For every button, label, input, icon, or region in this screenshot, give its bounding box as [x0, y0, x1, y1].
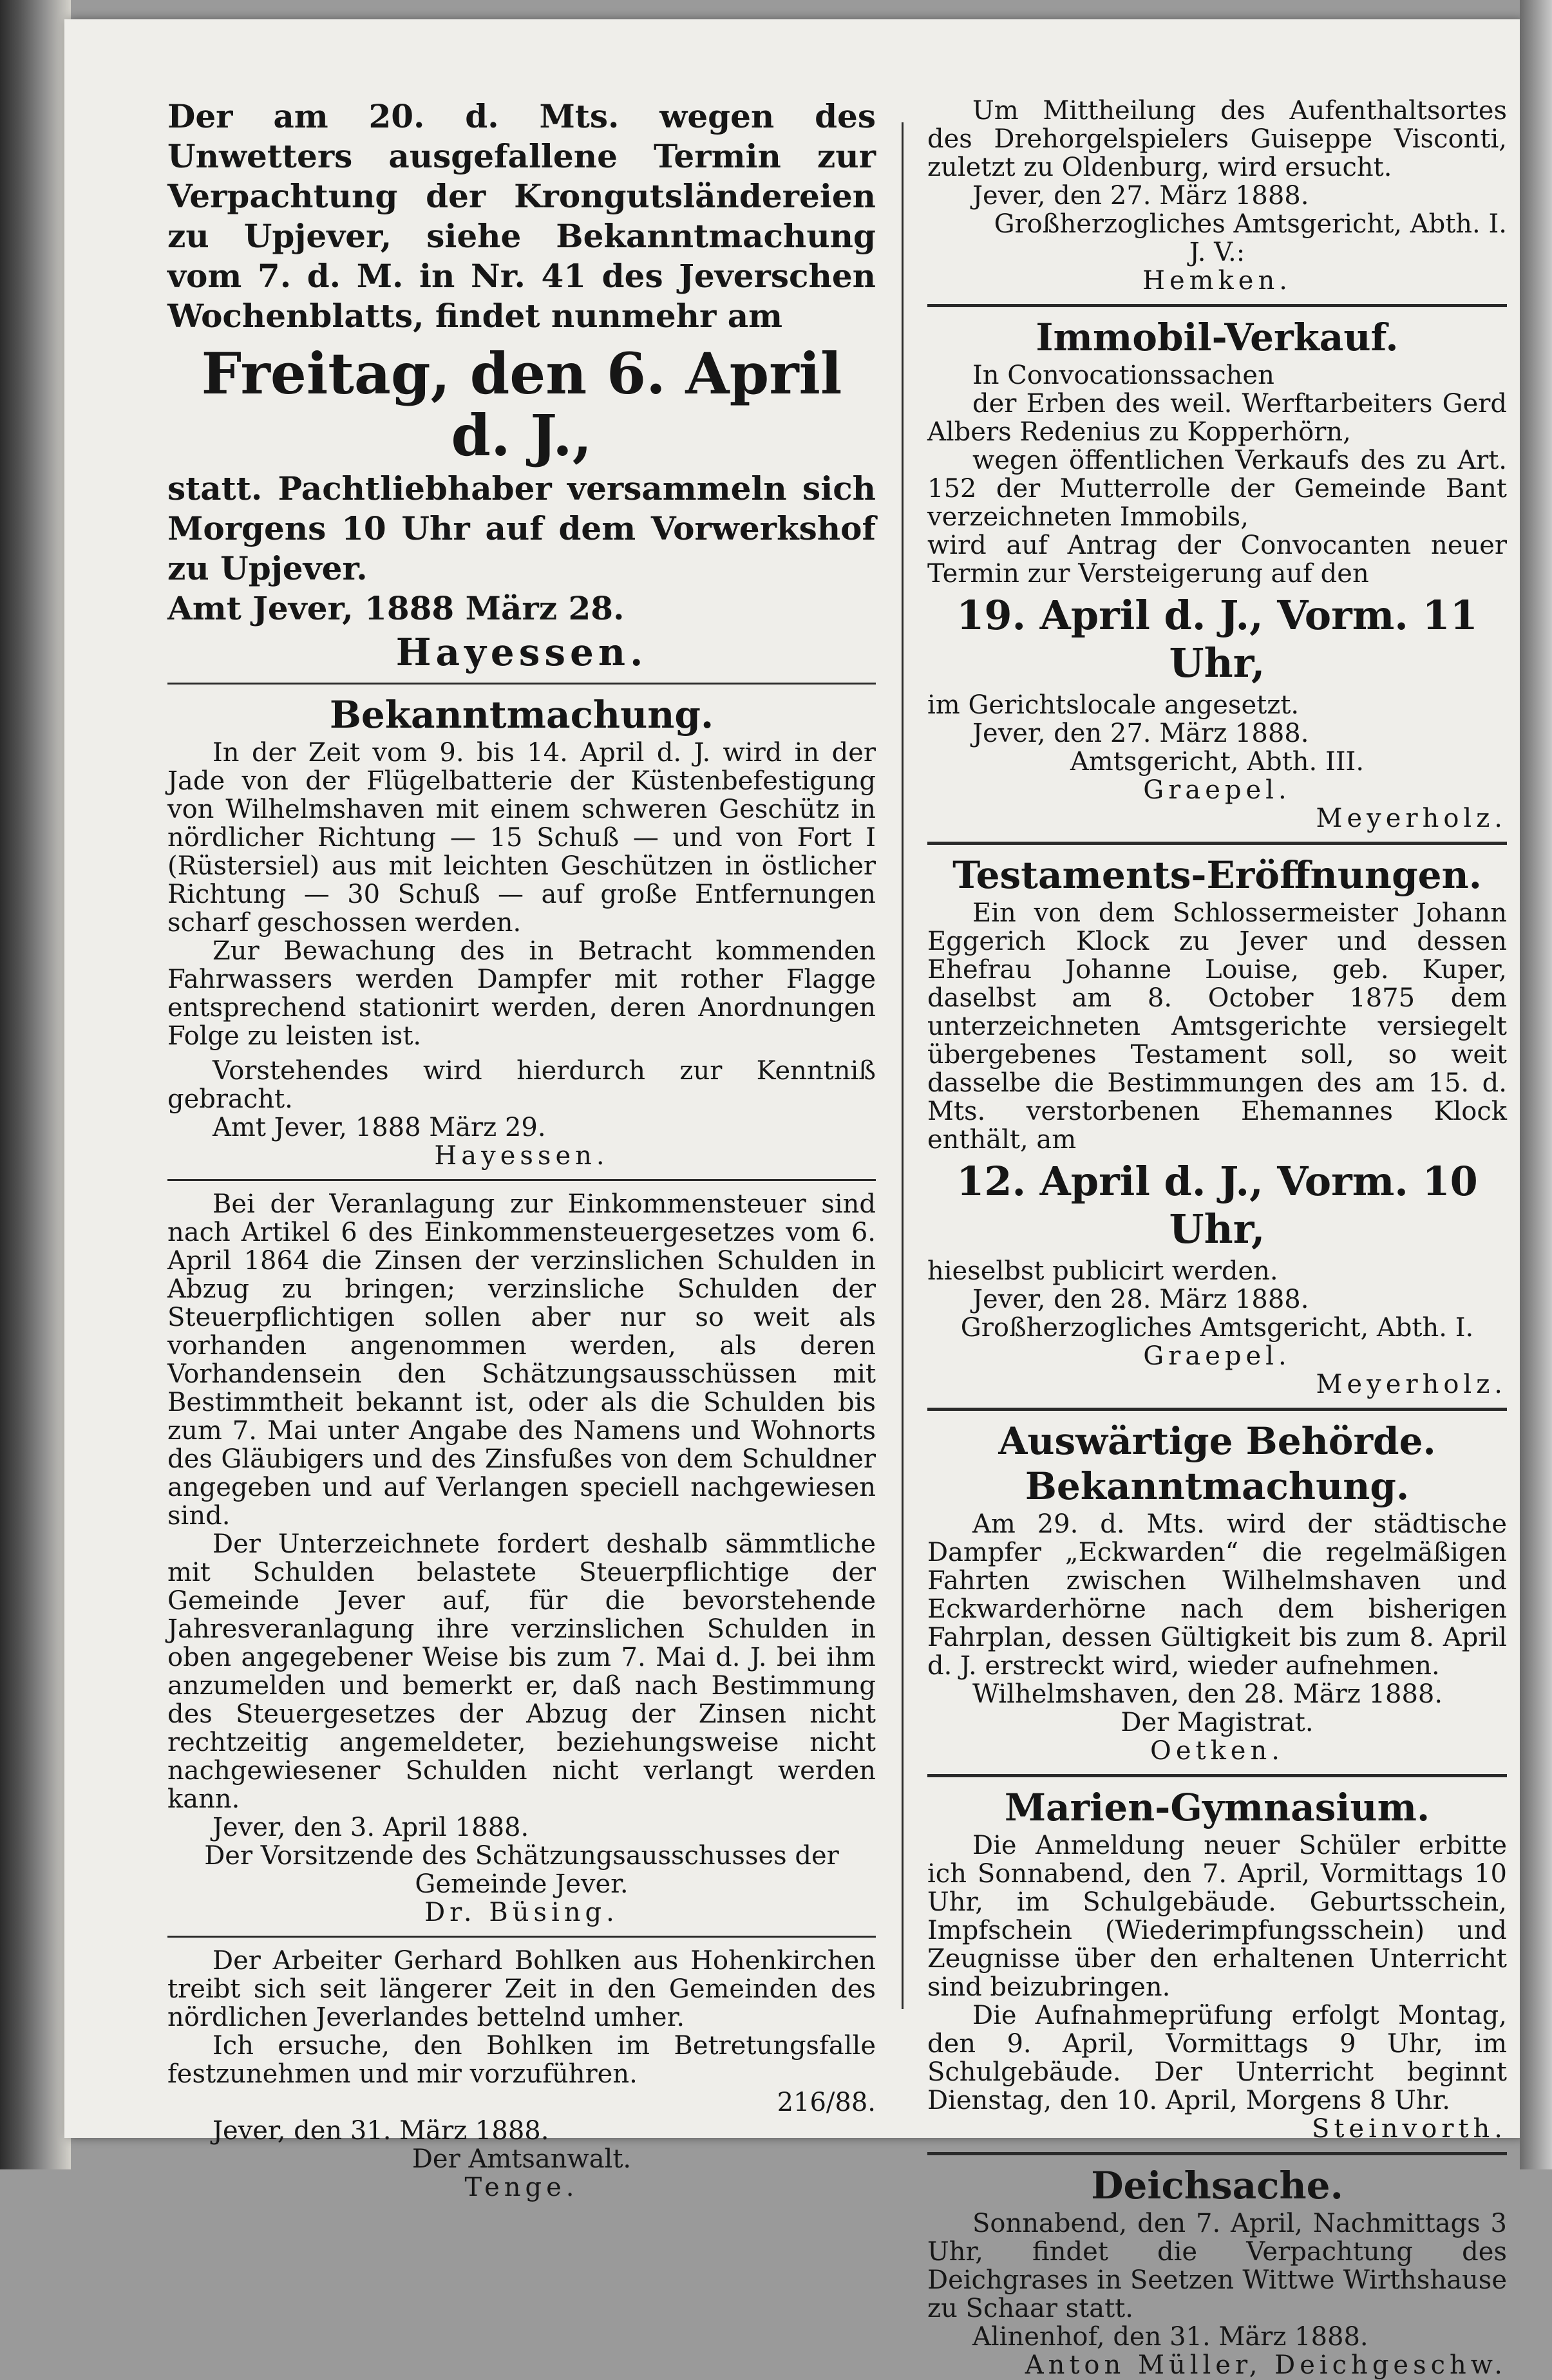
deichsache-signature: Anton Müller, Deichgeschw. [1025, 2350, 1507, 2380]
separator-rule [167, 1179, 876, 1181]
bohlken-office: Der Amtsanwalt. [412, 2144, 632, 2174]
immobil-line-5: im Gerichtslocale angesetzt. [927, 690, 1300, 720]
left-column [167, 97, 876, 2202]
bohlken-signature: Tenge. [464, 2173, 579, 2202]
separator-rule [927, 1774, 1507, 1777]
immobil-line-4: wird auf Antrag der Convocanten neuer Termin zur Versteigerung auf den [927, 531, 1507, 589]
deichsache-text: Sonnabend, den 7. April, Nachmittags 3 Uhr, findet die Verpachtung des Deichgrases in Seetzen Wittwe Wirthshause zu Schaar statt. [927, 2209, 1507, 2323]
gymnasium-p1: Die Anmeldung neuer Schüler erbitte ich Sonnabend, den 7. April, Vormittags 10 Uhr, im Schulgebäude. Geburtsschein, Impfschein (Wiederimpfungsschein) und Zeugnisse über den erhaltenen Unterricht sind beizubringen. [927, 1831, 1507, 2002]
separator-rule [927, 2152, 1507, 2155]
immobil-line-1: In Convocationssachen [972, 361, 1274, 390]
gymnasium-p2: Die Aufnahmeprüfung erfolgt Montag, den 9. April, Vormittags 9 Uhr, im Schulgebäude. Der Unterricht beginnt Dienstag, den 10. April, Morgens 8 Uhr. [927, 2001, 1507, 2115]
auswaertig-subheading: Bekanntmachung. [1025, 1464, 1410, 1508]
separator-rule [167, 683, 876, 685]
immobil-line-2: der Erben des weil. Werftarbeiters Gerd Albers Redenius zu Kopperhörn, [927, 389, 1507, 447]
testament-office: Großherzogliches Amtsgericht, Abth. I. [960, 1313, 1474, 1343]
bekanntmachung-p3: Vorstehendes wird hierdurch zur Kenntniß gebracht. [167, 1056, 876, 1114]
testament-text: Ein von dem Schlossermeister Johann Eggerich Klock zu Jever und dessen Ehefrau Johanne Louise, geb. Kuper, daselbst am 8. October 1875 dem unterzeichneten Amtsgerichte versiegelt übergebenes Testament soll, so weit dasselbe die Bestimmungen des am 15. d. Mts. verstorbenen Ehemannes Klock enthält, am [927, 898, 1507, 1155]
einkommensteuer-p2: Der Unterzeichnete fordert deshalb sämmtliche mit Schulden belastete Steuerpflichtige der Gemeinde Jever auf, für die bevorstehende Jahresveranlagung ihre verzinslichen Schulden in oben angegebener Weise bis zum 7. Mai d. J. bei ihm anzumelden und bemerkt er, daß nach Bestimmung des Steuergesetzes der Abzug der Zinsen nicht rechtzeitig angemeldeter, beziehungsweise nicht nachgewiesener Schulden nicht verlangt werden kann. [167, 1529, 876, 1814]
visconti-text: Um Mittheilung des Aufenthaltsortes des Drehorgelspielers Guiseppe Visconti, zuletzt zu Oldenburg, wird ersucht. [927, 96, 1507, 182]
testament-text-2: hieselbst publicirt werden. [927, 1256, 1278, 1286]
auswaertig-signature: Oetken. [1150, 1736, 1284, 1766]
separator-rule [927, 1408, 1507, 1411]
visconti-place-date: Jever, den 27. März 1888. [972, 181, 1309, 211]
einkommensteuer-p1: Bei der Veranlagung zur Einkommensteuer sind nach Artikel 6 des Einkommensteuergesetzes vom 6. April 1864 die Zinsen der verzinslichen Schulden in Abzug zu bringen; verzinsliche Schulden der Steuerpflichtigen sollen aber nur so weit als vorhanden angenommen werden, als deren Vorhandensein den Schätzungsausschüssen mit Bestimmtheit bekannt ist, oder als die Schulden bis zum 7. Mai unter Angabe des Namens und Wohnorts des Gläubigers und des Zinsfußes von dem Schuldner angegeben und auf Verlangen speciell nachgewiesen sind. [167, 1189, 876, 1531]
pachtung-place-date: Amt Jever, 1888 März 28. [167, 589, 625, 627]
book-spine-edge [0, 0, 71, 2169]
notice-marien-gymnasium [927, 1786, 1507, 2143]
einkommensteuer-place-date: Jever, den 3. April 1888. [213, 1813, 529, 1842]
auswaertig-office: Der Magistrat. [1121, 1708, 1314, 1737]
visconti-deputy: J. V.: [1189, 238, 1245, 267]
deichsache-place-date: Alinenhof, den 31. März 1888. [972, 2322, 1368, 2352]
bekanntmachung-place-date: Amt Jever, 1888 März 29. [213, 1113, 546, 1142]
immobil-heading: Immobil-Verkauf. [1036, 316, 1399, 359]
immobil-line-3: wegen öffentlichen Verkaufs des zu Art. 152 der Mutterrolle der Gemeinde Bant verzeichneten Immobils, [927, 446, 1507, 532]
gymnasium-heading: Marien-Gymnasium. [1004, 1786, 1430, 1829]
pachtung-text: statt. Pachtliebhaber versammeln sich Morgens 10 Uhr auf dem Vorwerkshof zu Upjever. [167, 469, 876, 587]
notice-testament [927, 854, 1507, 1399]
immobil-clerk: Meyerholz. [1316, 804, 1507, 833]
bohlken-p2: Ich ersuche, den Bohlken im Betretungsfalle festzunehmen und mir vorzuführen. [167, 2031, 876, 2089]
notice-bohlken [167, 1947, 876, 2202]
notice-auswaertige-behoerde [927, 1420, 1507, 1765]
separator-rule [927, 842, 1507, 845]
notice-visconti [927, 97, 1507, 295]
immobil-place-date: Jever, den 27. März 1888. [972, 719, 1309, 748]
testament-clerk: Meyerholz. [1316, 1370, 1507, 1399]
notice-einkommensteuer [167, 1190, 876, 1927]
testament-date: 12. April d. J., Vorm. 10 Uhr, [956, 1158, 1478, 1252]
right-column [927, 97, 1507, 2379]
immobil-signature: Graepel. [1143, 775, 1291, 805]
page-right-margin [1520, 0, 1552, 2169]
bohlken-p1: Der Arbeiter Gerhard Bohlken aus Hohenkirchen treibt sich seit längerer Zeit in den Gemeinden des nördlichen Jeverlandes bettelnd umher. [167, 1946, 876, 2032]
auswaertig-place-date: Wilhelmshaven, den 28. März 1888. [972, 1679, 1443, 1709]
testament-heading: Testaments-Eröffnungen. [952, 853, 1482, 897]
bohlken-place-date: Jever, den 31. März 1888. [213, 2116, 549, 2146]
immobil-office: Amtsgericht, Abth. III. [1070, 747, 1365, 777]
einkommensteuer-signature: Dr. Büsing. [424, 1898, 619, 1927]
testament-signature: Graepel. [1143, 1341, 1291, 1371]
pachtung-lead: Der am 20. d. Mts. wegen des Unwetters ausgefallene Termin zur Verpachtung der Krongutsländereien zu Upjever, siehe Bekanntmachung vom 7. d. M. in Nr. 41 des Jeverschen Wochenblatts, findet nunmehr am [167, 97, 876, 335]
notice-deichsache [927, 2164, 1507, 2379]
gymnasium-signature: Steinvorth. [1311, 2114, 1507, 2144]
auswaertig-heading: Auswärtige Behörde. [998, 1419, 1436, 1463]
separator-rule [167, 1936, 876, 1938]
notice-pachtung [167, 97, 876, 674]
bekanntmachung-p2: Zur Bewachung des in Betracht kommenden Fahrwassers werden Dampfer mit rother Flagge entsprechend stationirt werden, deren Anordnungen Folge zu leisten ist. [167, 936, 876, 1051]
pachtung-signature: Hayessen. [395, 630, 648, 674]
notice-bekanntmachung [167, 694, 876, 1170]
auswaertig-text: Am 29. d. Mts. wird der städtische Dampfer „Eckwarden“ die regelmäßigen Fahrten zwischen Wilhelmshaven und Eckwarderhörne nach dem bisherigen Fahrplan, dessen Gültigkeit bis zum 8. April d. J. erstreckt wird, wieder aufnehmen. [927, 1509, 1507, 1681]
pachtung-date: Freitag, den 6. April d. J., [201, 340, 842, 469]
testament-place-date: Jever, den 28. März 1888. [972, 1285, 1309, 1314]
deichsache-heading: Deichsache. [1091, 2164, 1343, 2207]
immobil-date: 19. April d. J., Vorm. 11 Uhr, [956, 592, 1478, 686]
bekanntmachung-heading: Bekanntmachung. [329, 693, 714, 737]
column-divider [902, 122, 904, 2009]
einkommensteuer-office: Der Vorsitzende des Schätzungsausschusses der Gemeinde Jever. [204, 1841, 839, 1899]
notice-immobil-verkauf [927, 316, 1507, 833]
visconti-signature: Hemken. [1142, 266, 1292, 296]
visconti-office: Großherzogliches Amtsgericht, Abth. I. [994, 209, 1507, 239]
bekanntmachung-signature: Hayessen. [434, 1141, 609, 1171]
bohlken-reference: 216/88. [777, 2088, 876, 2117]
bekanntmachung-p1: In der Zeit vom 9. bis 14. April d. J. wird in der Jade von der Flügelbatterie der Küstenbefestigung von Wilhelmshaven mit einem schweren Geschütz in nördlicher Richtung — 15 Schuß — und von Fort I (Rüstersiel) aus mit leichten Geschützen in östlicher Richtung — 30 Schuß — auf große Entfernungen scharf geschossen werden. [167, 738, 876, 938]
separator-rule [927, 304, 1507, 307]
